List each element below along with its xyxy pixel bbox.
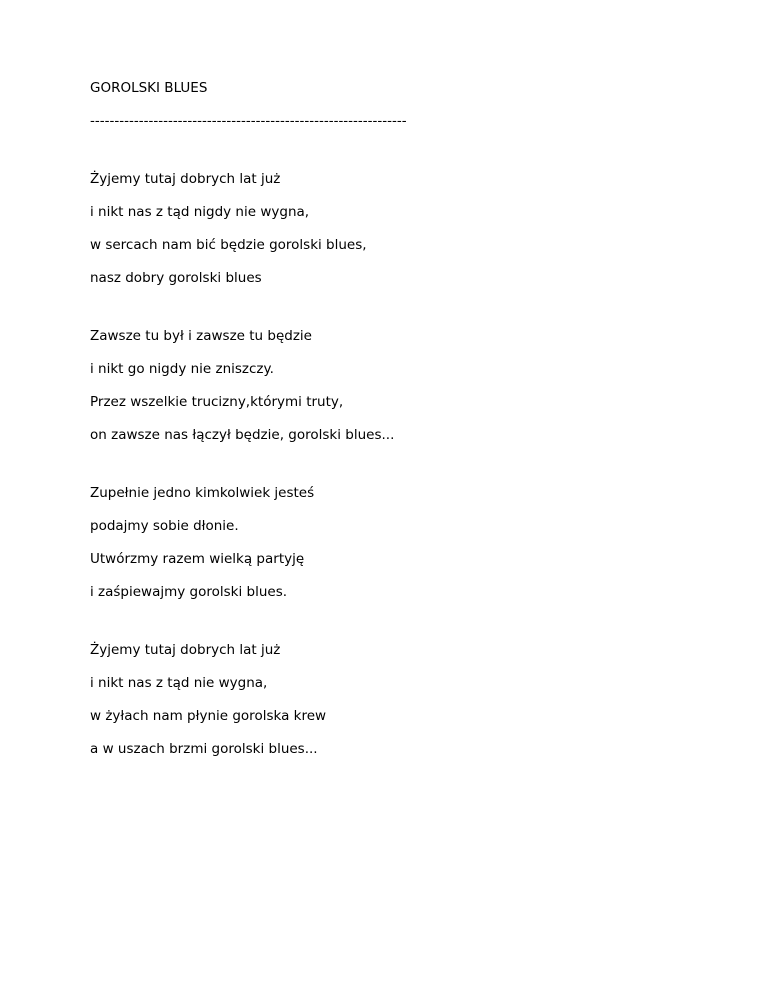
- verse-line: a w uszach brzmi gorolski blues...: [90, 741, 318, 757]
- verse-line: w sercach nam bić będzie gorolski blues,: [90, 237, 367, 253]
- verse-line: i zaśpiewajmy gorolski blues.: [90, 584, 288, 600]
- stanza-4: [90, 642, 710, 757]
- verse-line: w żyłach nam płynie gorolska krew: [90, 708, 327, 724]
- stanza-2: [90, 328, 710, 443]
- verse-line: Żyjemy tutaj dobrych lat już: [90, 171, 281, 187]
- document-title: GOROLSKI BLUES: [90, 80, 208, 96]
- verse-line: Przez wszelkie trucizny,którymi truty,: [90, 394, 344, 410]
- verse-line: nasz dobry gorolski blues: [90, 270, 262, 286]
- verse-line: i nikt nas z tąd nigdy nie wygna,: [90, 204, 310, 220]
- separator-line: -----------------------------------------------------------------: [90, 113, 407, 129]
- verse-line: Zawsze tu był i zawsze tu będzie: [90, 328, 312, 344]
- verse-line: i nikt nas z tąd nie wygna,: [90, 675, 268, 691]
- verse-line: i nikt go nigdy nie zniszczy.: [90, 361, 274, 377]
- verse-line: Żyjemy tutaj dobrych lat już: [90, 642, 281, 658]
- verse-line: Zupełnie jedno kimkolwiek jesteś: [90, 485, 315, 501]
- document-body: [90, 80, 710, 799]
- stanza-3: [90, 485, 710, 600]
- stanza-1: [90, 171, 710, 286]
- verse-line: Utwórzmy razem wielką partyję: [90, 551, 305, 567]
- verse-line: podajmy sobie dłonie.: [90, 518, 239, 534]
- verse-line: on zawsze nas łączył będzie, gorolski blues...: [90, 427, 395, 443]
